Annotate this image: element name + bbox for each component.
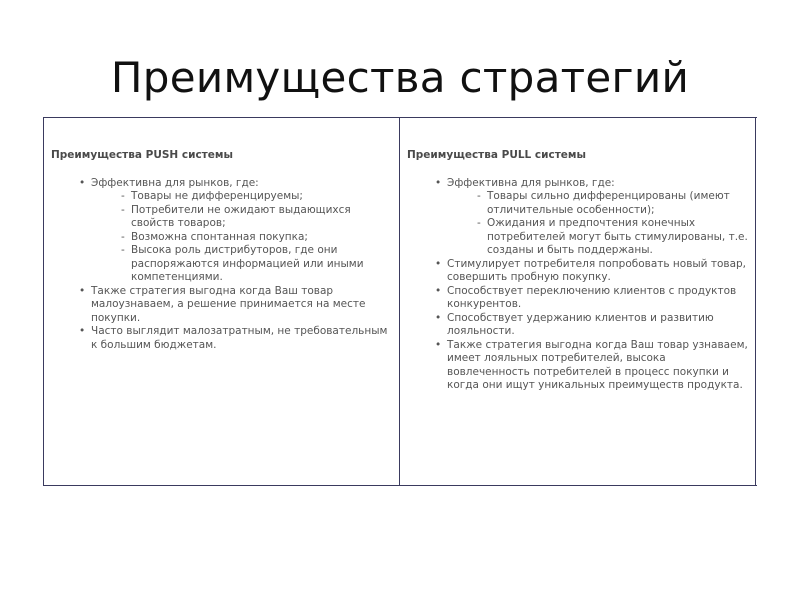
table-border-right bbox=[755, 118, 756, 485]
pull-sublist bbox=[447, 190, 749, 258]
list-item: • Также стратегия выгодна когда Ваш товар узнаваем, имеет лояльных потребителей, высока вовлеченность потребителей в процесс покупки и когда они ищут уникальных преимуществ продукта. bbox=[447, 339, 749, 393]
list-item: • Часто выглядит малозатратным, не требовательным к большим бюджетам. bbox=[91, 325, 391, 352]
sublist-item: - Товары сильно дифференцированы (имеют отличительные особенности); bbox=[487, 190, 749, 217]
sublist-item: - Возможна спонтанная покупка; bbox=[131, 231, 391, 245]
push-heading: Преимущества PUSH системы bbox=[51, 149, 233, 161]
list-item bbox=[91, 177, 391, 285]
pull-list bbox=[407, 177, 749, 393]
push-sublist bbox=[91, 190, 391, 285]
list-item: • Стимулирует потребителя попробовать новый товар, совершить пробную покупку. bbox=[447, 258, 749, 285]
list-item-text: Эффективна для рынков, где: bbox=[447, 176, 615, 189]
list-item: • Способствует переключению клиентов с продуктов конкурентов. bbox=[447, 285, 749, 312]
pull-heading: Преимущества PULL системы bbox=[407, 149, 586, 161]
push-list bbox=[51, 177, 391, 353]
list-item bbox=[447, 177, 749, 258]
slide-title: Преимущества стратегий bbox=[110, 53, 690, 102]
sublist-item: - Высока роль дистрибуторов, где они распоряжаются информацией или иными компетенциями. bbox=[131, 244, 391, 285]
list-item: • Способствует удержанию клиентов и развитию лояльности. bbox=[447, 312, 749, 339]
list-item-text: Эффективна для рынков, где: bbox=[91, 176, 259, 189]
table-divider bbox=[399, 118, 400, 485]
sublist-item: - Товары не дифференцируемы; bbox=[131, 190, 391, 204]
comparison-table bbox=[43, 117, 757, 486]
sublist-item: - Ожидания и предпочтения конечных потребителей могут быть стимулированы, т.е. созданы и быть поддержаны. bbox=[487, 217, 749, 258]
table-border-left bbox=[43, 118, 44, 485]
pull-column bbox=[407, 118, 749, 393]
list-item: • Также стратегия выгодна когда Ваш товар малоузнаваем, а решение принимается на месте покупки. bbox=[91, 285, 391, 326]
sublist-item: - Потребители не ожидают выдающихся свойств товаров; bbox=[131, 204, 391, 231]
push-column bbox=[51, 118, 391, 352]
